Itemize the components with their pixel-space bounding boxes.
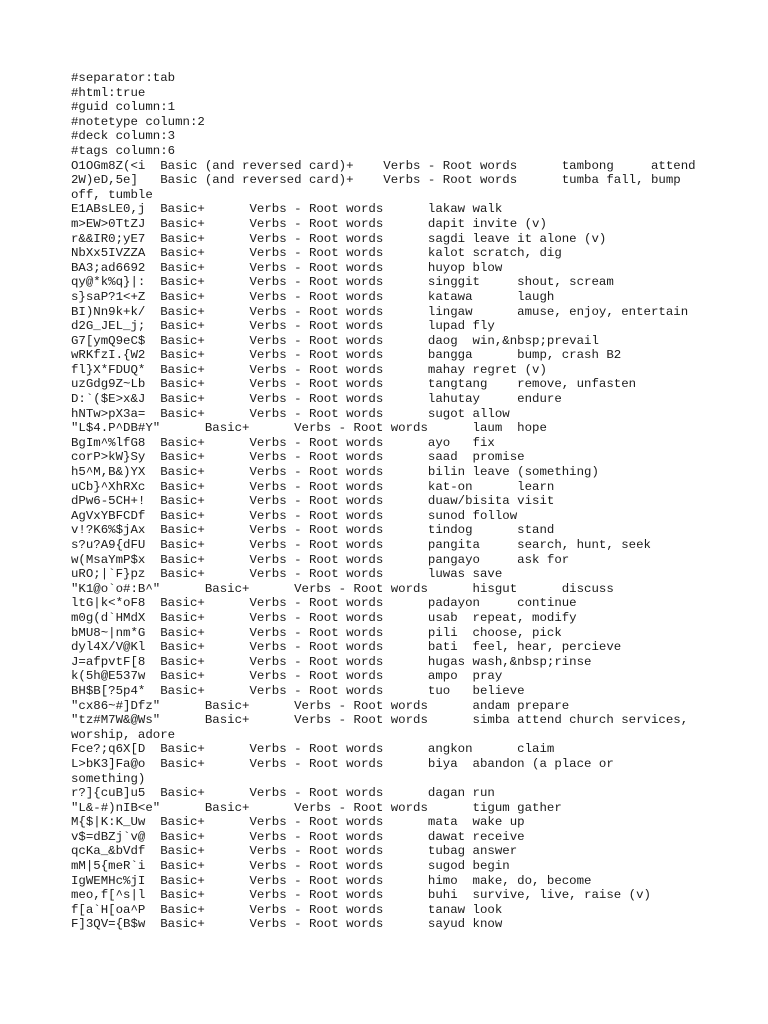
text-line: m>EW>0TtZJ Basic+ Verbs - Root words dapit invite (v) [71, 216, 547, 231]
text-line: BH$B[?5p4* Basic+ Verbs - Root words tuo believe [71, 683, 525, 698]
text-line: r?]{cuB]u5 Basic+ Verbs - Root words dagan run [71, 786, 495, 801]
text-line: k(5h@E537w Basic+ Verbs - Root words ampo pray [71, 669, 503, 684]
text-line: Fce?;q6X[D Basic+ Verbs - Root words angkon claim [71, 742, 555, 757]
text-line: L>bK3]Fa@o Basic+ Verbs - Root words biya abandon (a place or [71, 756, 614, 771]
text-line: d2G_JEL_j; Basic+ Verbs - Root words lupad fly [71, 319, 495, 334]
text-line: dyl4X/V@Kl Basic+ Verbs - Root words bati feel, hear, percieve [71, 640, 622, 655]
text-line: #html:true [71, 85, 146, 100]
text-line: mM|5{meR`i Basic+ Verbs - Root words sugod begin [71, 859, 510, 874]
text-line: BA3;ad6692 Basic+ Verbs - Root words huyop blow [71, 260, 503, 275]
text-line: G7[ymQ9eC$ Basic+ Verbs - Root words daog win,&nbsp;prevail [71, 333, 599, 348]
text-line: fl}X*FDUQ* Basic+ Verbs - Root words mahay regret (v) [71, 362, 547, 377]
text-line: ltG|k<*oF8 Basic+ Verbs - Root words padayon continue [71, 596, 577, 611]
text-line: M{$|K:K_Uw Basic+ Verbs - Root words mata wake up [71, 815, 525, 830]
text-line: NbXx5IVZZA Basic+ Verbs - Root words kalot scratch, dig [71, 246, 562, 261]
text-line: h5^M,B&)YX Basic+ Verbs - Root words bilin leave (something) [71, 465, 599, 480]
text-line: s}saP?1<+Z Basic+ Verbs - Root words katawa laugh [71, 289, 555, 304]
text-line: BgIm^%lfG8 Basic+ Verbs - Root words ayo fix [71, 435, 495, 450]
text-line: f[a`H[oa^P Basic+ Verbs - Root words tanaw look [71, 902, 503, 917]
text-line: AgVxYBFCDf Basic+ Verbs - Root words sunod follow [71, 508, 518, 523]
text-line: "L&-#)nIB<e" Basic+ Verbs - Root words tigum gather [71, 800, 562, 815]
text-line: uCb}^XhRXc Basic+ Verbs - Root words kat-on learn [71, 479, 555, 494]
text-line: uzGdg9Z~Lb Basic+ Verbs - Root words tangtang remove, unfasten [71, 377, 637, 392]
text-line: m0g(d`HMdX Basic+ Verbs - Root words usab repeat, modify [71, 610, 577, 625]
text-line: D:`($E>x&J Basic+ Verbs - Root words lahutay endure [71, 392, 562, 407]
text-line: v!?K6%$jAx Basic+ Verbs - Root words tindog stand [71, 523, 555, 538]
text-line: "cx86~#]Dfz" Basic+ Verbs - Root words andam prepare [71, 698, 570, 713]
text-line: #separator:tab [71, 71, 176, 85]
text-line: off, tumble [71, 187, 153, 202]
text-line: O1OGm8Z(<i Basic (and reversed card)+ Verbs - Root words tambong attend [71, 158, 696, 173]
text-line: s?u?A9{dFU Basic+ Verbs - Root words pangita search, hunt, seek [71, 538, 651, 552]
text-line: IgWEMHc%jI Basic+ Verbs - Root words himo make, do, become [71, 873, 592, 888]
text-line: dPw6-5CH+! Basic+ Verbs - Root words duaw/bisita visit [71, 494, 555, 509]
text-line: "L$4.P^DB#Y" Basic+ Verbs - Root words laum hope [71, 421, 547, 436]
text-line: F]3QV={B$w Basic+ Verbs - Root words sayud know [71, 917, 503, 932]
text-line: #deck column:3 [71, 129, 176, 144]
text-line: hNTw>pX3a= Basic+ Verbs - Root words sugot allow [71, 406, 510, 421]
text-line: bMU8~|nm*G Basic+ Verbs - Root words pili choose, pick [71, 625, 562, 640]
text-line: "K1@o`o#:B^" Basic+ Verbs - Root words hisgut discuss [71, 581, 614, 596]
text-line: wRKfzI.{W2 Basic+ Verbs - Root words bangga bump, crash B2 [71, 348, 622, 363]
text-line: meo,f[^s|l Basic+ Verbs - Root words buhi survive, live, raise (v) [71, 888, 651, 903]
text-line: #notetype column:2 [71, 114, 205, 129]
text-line: 2W)eD,5e] Basic (and reversed card)+ Verbs - Root words tumba fall, bump [71, 173, 681, 188]
document-text [71, 71, 711, 932]
text-line: "tz#M7W&@Ws" Basic+ Verbs - Root words simba attend church services, [71, 713, 689, 728]
text-line: r&&IR0;yE7 Basic+ Verbs - Root words sagdi leave it alone (v) [71, 231, 607, 246]
text-line: #guid column:1 [71, 100, 176, 115]
text-line: BI)Nn9k+k/ Basic+ Verbs - Root words lingaw amuse, enjoy, entertain [71, 304, 689, 319]
text-line: uRO;|`F}pz Basic+ Verbs - Root words luwas save [71, 567, 503, 582]
text-line: w(MsaYmP$x Basic+ Verbs - Root words pangayo ask for [71, 552, 570, 567]
text-line: #tags column:6 [71, 143, 176, 158]
text-line: qy@*k%q}|: Basic+ Verbs - Root words singgit shout, scream [71, 275, 614, 290]
text-line: E1ABsLE0,j Basic+ Verbs - Root words lakaw walk [71, 202, 503, 217]
text-line: corP>kW}Sy Basic+ Verbs - Root words saad promise [71, 450, 525, 465]
text-line: v$=dBZj`v@ Basic+ Verbs - Root words dawat receive [71, 829, 525, 844]
text-line: qcKa_&bVdf Basic+ Verbs - Root words tubag answer [71, 844, 518, 859]
text-line: J=afpvtF[8 Basic+ Verbs - Root words hugas wash,&nbsp;rinse [71, 654, 592, 669]
text-line: worship, adore [71, 727, 176, 742]
text-line: something) [71, 771, 146, 786]
